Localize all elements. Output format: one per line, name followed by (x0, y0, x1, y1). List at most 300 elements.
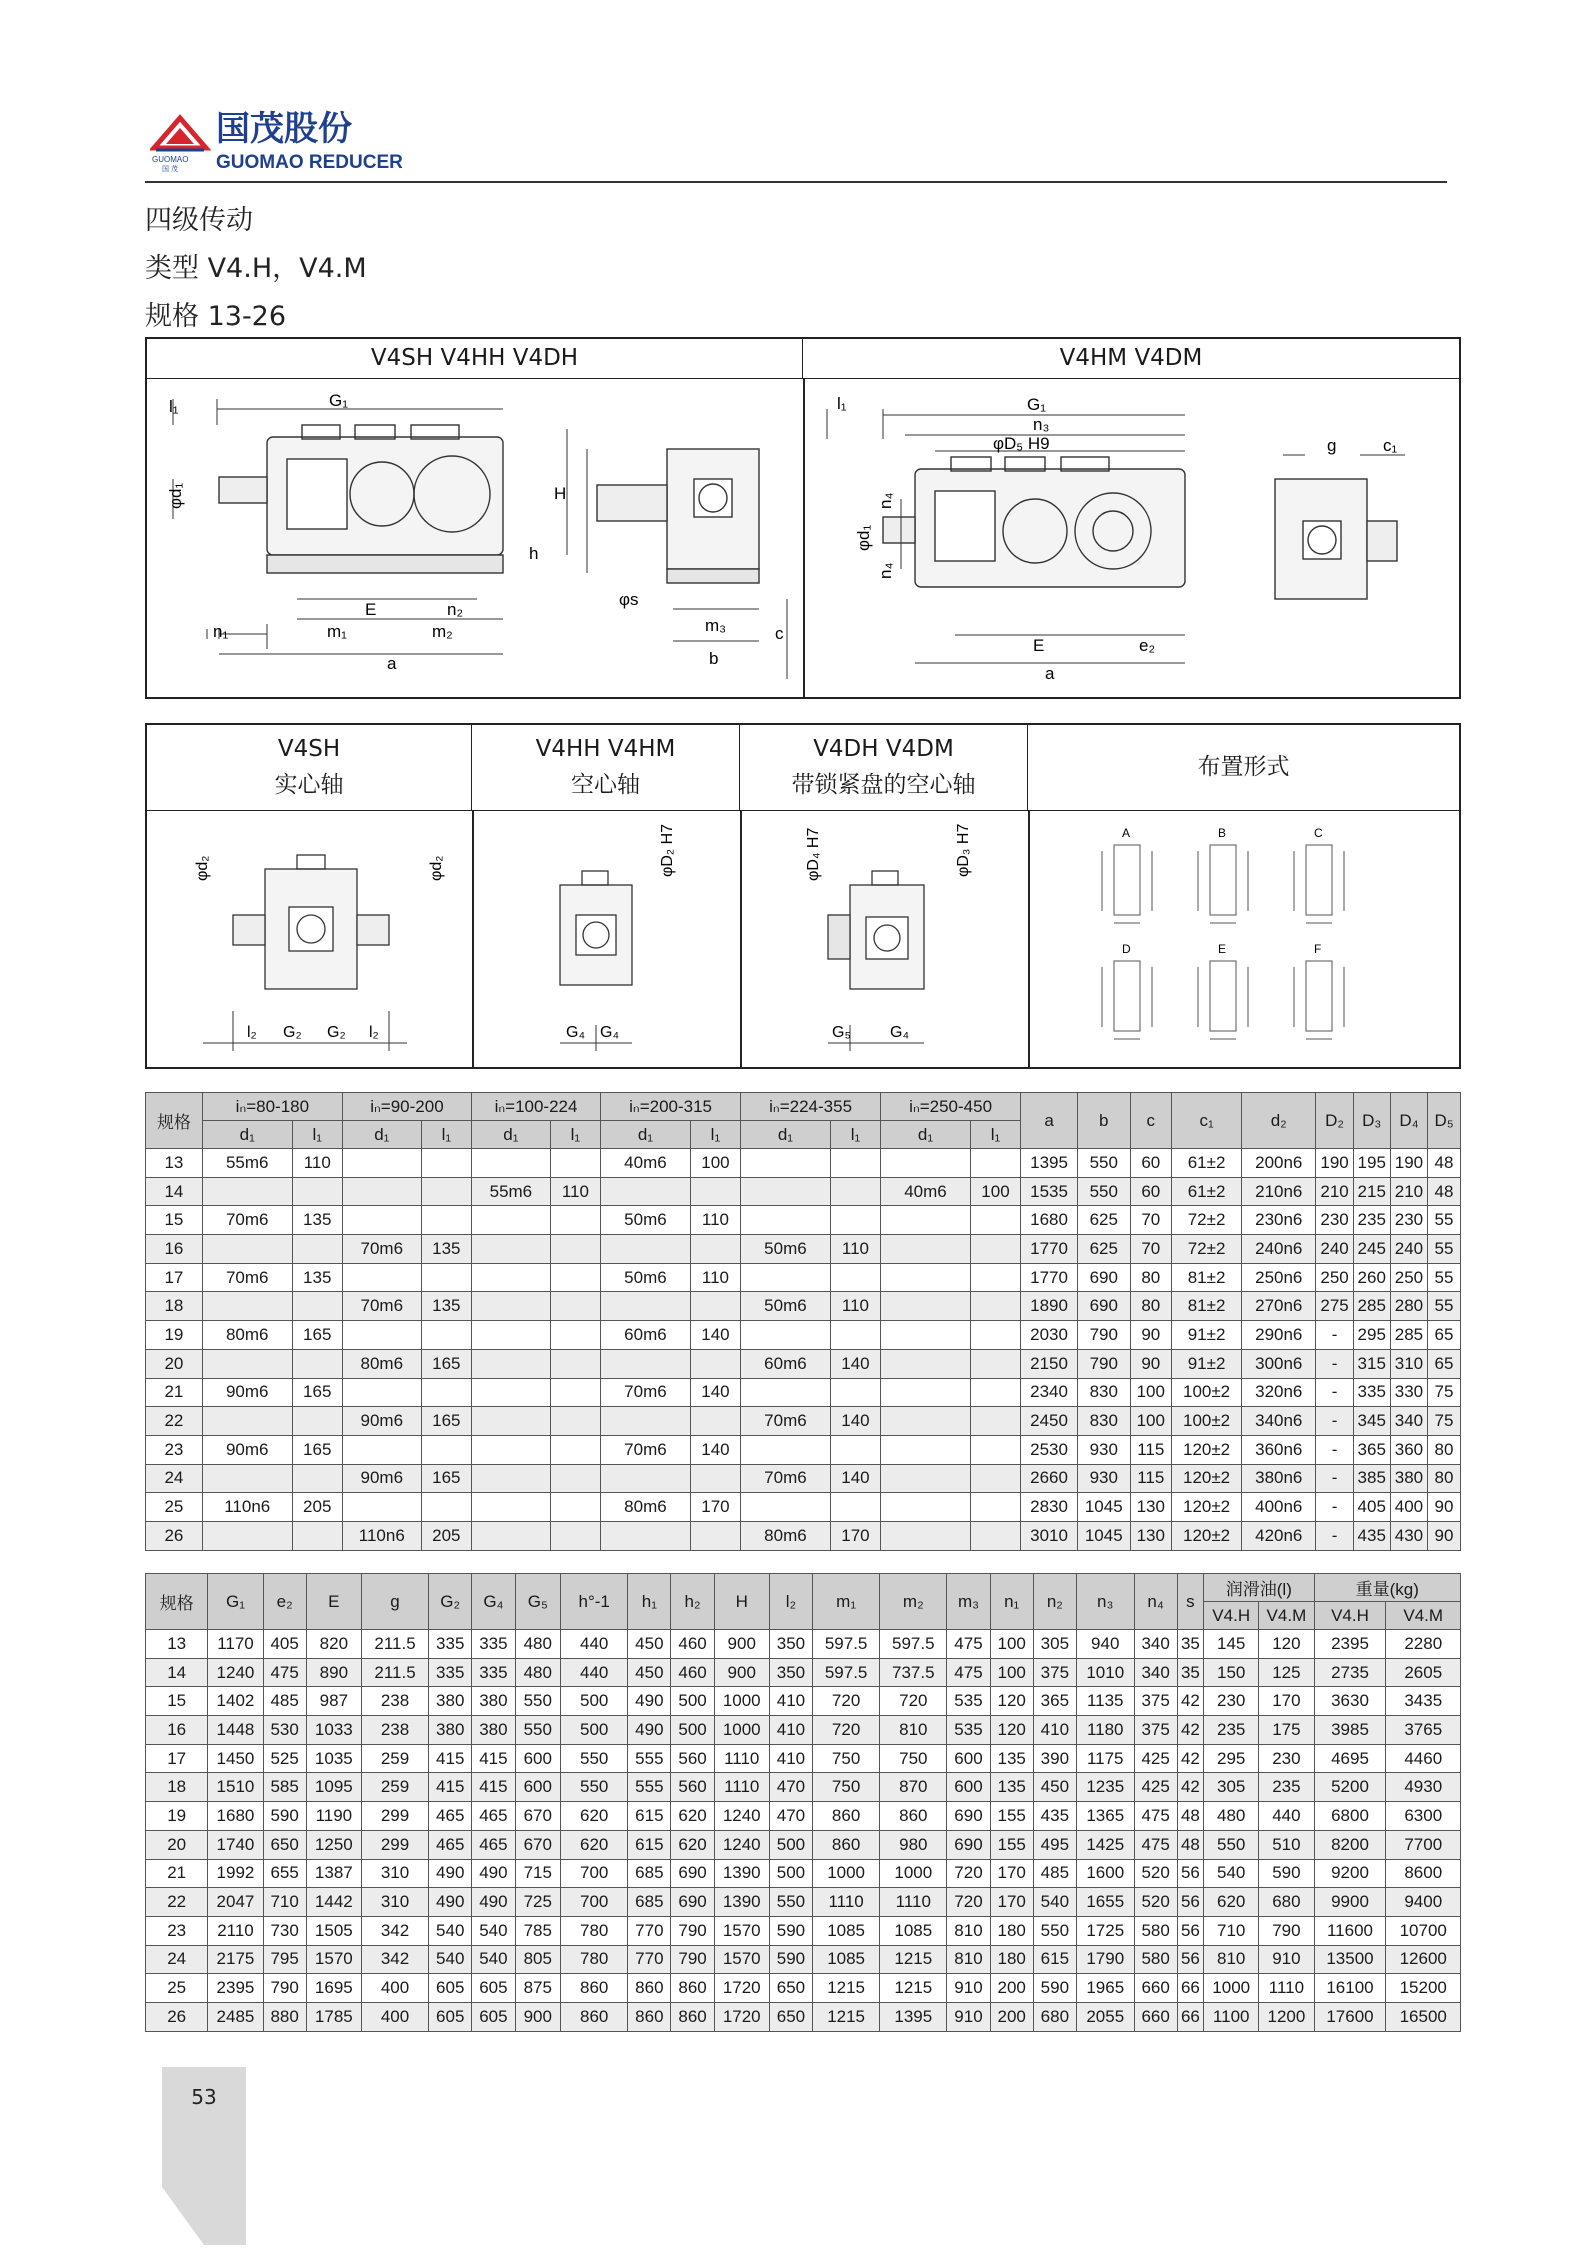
table-cell: 335 (429, 1630, 472, 1659)
table-cell: 1110 (813, 1888, 880, 1917)
table-cell: 26 (146, 1521, 203, 1550)
table-cell (830, 1435, 880, 1464)
table-cell: 70m6 (601, 1378, 691, 1407)
table-cell: 140 (690, 1435, 740, 1464)
left-panel-title: V4SH V4HH V4DH (147, 339, 803, 379)
table-cell: 435 (1353, 1521, 1390, 1550)
title-size: 规格 13-26 (145, 301, 287, 332)
table-cell: 1395 (880, 2002, 947, 2031)
table-cell: 720 (947, 1888, 990, 1917)
table-cell: 490 (628, 1687, 671, 1716)
table-cell: 410 (1033, 1716, 1076, 1745)
table2-col-header: h°-1 (561, 1574, 628, 1630)
table-cell (550, 1292, 600, 1321)
table-row (146, 1493, 1461, 1522)
table-row (146, 1292, 1461, 1321)
table-cell: 55m6 (472, 1177, 551, 1206)
table-cell (421, 1378, 471, 1407)
brand-name-en: GUOMAO REDUCER (216, 152, 403, 173)
table-row (146, 1464, 1461, 1493)
table-cell: 460 (671, 1630, 714, 1659)
table-cell: 365 (1353, 1435, 1390, 1464)
table-cell: 56 (1177, 1859, 1203, 1888)
table-cell: 550 (1078, 1149, 1131, 1178)
table2-col-header: m₃ (947, 1574, 990, 1630)
table-cell: 1085 (880, 1916, 947, 1945)
table-cell (472, 1378, 551, 1407)
table-cell: 60 (1130, 1177, 1172, 1206)
table-cell: 75 (1428, 1378, 1461, 1407)
table-cell: 55 (1428, 1263, 1461, 1292)
table-cell: - (1316, 1321, 1353, 1350)
table-cell: 720 (947, 1859, 990, 1888)
dim-e2: e₂ (1139, 636, 1156, 655)
table-cell: 20 (146, 1830, 208, 1859)
table-cell: 13500 (1314, 1945, 1386, 1974)
table-cell: 10700 (1386, 1916, 1461, 1945)
table-cell: 420n6 (1242, 1521, 1316, 1550)
table-cell: 605 (472, 1974, 515, 2003)
table-cell: 600 (947, 1744, 990, 1773)
table-cell: 61±2 (1172, 1177, 1242, 1206)
table-cell: 870 (880, 1773, 947, 1802)
table-cell: 115 (1130, 1435, 1172, 1464)
table-cell: 620 (671, 1830, 714, 1859)
table-cell: 48 (1177, 1830, 1203, 1859)
dim-G1-r: G₁ (1027, 395, 1046, 414)
shaft-col-shrink-subtitle: 带锁紧盘的空心轴 (791, 771, 976, 798)
table-cell: 1110 (1259, 1974, 1314, 2003)
table-cell: 8600 (1386, 1859, 1461, 1888)
table-cell: 470 (769, 1773, 812, 1802)
table-cell (881, 1263, 971, 1292)
table-cell (342, 1149, 421, 1178)
table-row (146, 1859, 1461, 1888)
table-cell: 50m6 (601, 1263, 691, 1292)
table-cell: 860 (628, 2002, 671, 2031)
shrink-disc-drawing (742, 811, 1028, 1067)
table-cell: 380 (429, 1716, 472, 1745)
table-cell: 1045 (1078, 1493, 1131, 1522)
table-cell: 3765 (1386, 1716, 1461, 1745)
table-cell (550, 1378, 600, 1407)
dim-m1: m₁ (327, 622, 347, 641)
table-cell: 245 (1353, 1235, 1390, 1264)
table-cell: 350 (769, 1630, 812, 1659)
brand-logo (150, 104, 430, 174)
table-cell: 2340 (1021, 1378, 1078, 1407)
table2-col-header: H (714, 1574, 769, 1630)
table-cell: 4930 (1386, 1773, 1461, 1802)
table-cell: 680 (1033, 2002, 1076, 2031)
table-cell: 690 (671, 1859, 714, 1888)
table-cell: 300n6 (1242, 1349, 1316, 1378)
table-cell: 540 (1204, 1859, 1259, 1888)
table-cell: 500 (671, 1687, 714, 1716)
table2-col-header: G₅ (515, 1574, 561, 1630)
table-cell (550, 1235, 600, 1264)
table-cell: 260 (1353, 1263, 1390, 1292)
dim-G5: G₅ (832, 1024, 851, 1041)
table-cell: 550 (515, 1716, 561, 1745)
table-cell: 19 (146, 1802, 208, 1831)
table-cell: 490 (429, 1859, 472, 1888)
table-cell (292, 1407, 342, 1436)
table-cell: 195 (1353, 1149, 1390, 1178)
table-cell (690, 1349, 740, 1378)
table1-col-header: c (1130, 1093, 1172, 1149)
table-cell: 1190 (306, 1802, 361, 1831)
table-cell: 655 (263, 1859, 306, 1888)
table-cell: 1110 (880, 1888, 947, 1917)
table-cell: 1448 (208, 1716, 263, 1745)
table-cell (970, 1263, 1020, 1292)
table-cell: 340 (1134, 1658, 1177, 1687)
table-cell: 340 (1390, 1407, 1427, 1436)
table-cell: 615 (628, 1802, 671, 1831)
table-cell: 650 (769, 1974, 812, 2003)
table-cell (550, 1493, 600, 1522)
table-cell (690, 1177, 740, 1206)
table-cell: 238 (361, 1687, 428, 1716)
table-cell: 700 (561, 1888, 628, 1917)
table1-range-header: iₙ=200-315 (601, 1093, 741, 1121)
table-cell: 1505 (306, 1916, 361, 1945)
table-cell (472, 1407, 551, 1436)
table-cell: 390 (1033, 1744, 1076, 1773)
table-row (146, 1263, 1461, 1292)
table-cell: 380 (429, 1687, 472, 1716)
table-cell: 1085 (813, 1945, 880, 1974)
table-cell: 16 (146, 1716, 208, 1745)
table-cell (292, 1235, 342, 1264)
table-cell (970, 1292, 1020, 1321)
table-cell (202, 1464, 292, 1493)
table2-col-header: G₂ (429, 1574, 472, 1630)
table-cell: 660 (1134, 2002, 1177, 2031)
table-cell (550, 1206, 600, 1235)
table-cell: - (1316, 1493, 1353, 1522)
table-cell: 720 (813, 1716, 880, 1745)
table-cell: 211.5 (361, 1658, 428, 1687)
table-cell: 155 (990, 1802, 1033, 1831)
table-cell: - (1316, 1407, 1353, 1436)
table-cell: 525 (263, 1744, 306, 1773)
table-cell: 480 (1204, 1802, 1259, 1831)
table-cell: 24 (146, 1945, 208, 1974)
table-cell: 620 (561, 1802, 628, 1831)
table-cell: 55 (1428, 1292, 1461, 1321)
table-cell: 1215 (813, 2002, 880, 2031)
table-cell (741, 1435, 831, 1464)
table-cell: 930 (1078, 1464, 1131, 1493)
table-cell: 315 (1353, 1349, 1390, 1378)
table-cell: 560 (671, 1744, 714, 1773)
table1-sub-header: d₁ (202, 1121, 292, 1149)
dim-D2: φD₂ H7 (659, 823, 676, 877)
table-cell: 13 (146, 1630, 208, 1659)
table-cell: 600 (515, 1744, 561, 1773)
table-cell: 410 (769, 1716, 812, 1745)
table2-col-header: G₄ (472, 1574, 515, 1630)
dim-G4-left: G₄ (566, 1024, 585, 1041)
table-cell: 410 (769, 1744, 812, 1773)
table-cell: 165 (292, 1435, 342, 1464)
table-cell: 24 (146, 1464, 203, 1493)
arrangement-label-a: A (1122, 826, 1131, 840)
table-cell: 6300 (1386, 1802, 1461, 1831)
table-cell: 180 (990, 1945, 1033, 1974)
table-cell: 26 (146, 2002, 208, 2031)
table-cell: 115 (1130, 1464, 1172, 1493)
table-cell (292, 1521, 342, 1550)
table-cell: 450 (628, 1658, 671, 1687)
table-cell: 14 (146, 1177, 203, 1206)
table-cell: 810 (880, 1716, 947, 1745)
table-cell: 1095 (306, 1773, 361, 1802)
table-cell: 480 (515, 1658, 561, 1687)
dim-G1: G₁ (329, 391, 348, 410)
table-cell: 625 (1078, 1206, 1131, 1235)
table-cell: 175 (1259, 1716, 1314, 1745)
table-cell: 40m6 (881, 1177, 971, 1206)
table-cell: 211.5 (361, 1630, 428, 1659)
table-cell: 9900 (1314, 1888, 1386, 1917)
table-cell (202, 1235, 292, 1264)
table-cell: 320n6 (1242, 1378, 1316, 1407)
table-cell: 520 (1134, 1888, 1177, 1917)
table1-sub-header: l₁ (550, 1121, 600, 1149)
spec-table-shaft (145, 1092, 1461, 1551)
table-cell: 170 (1259, 1687, 1314, 1716)
table-cell: 200 (990, 2002, 1033, 2031)
table-cell: 1100 (1204, 2002, 1259, 2031)
table-cell: 1510 (208, 1773, 263, 1802)
table-cell: 475 (947, 1630, 990, 1659)
table-cell: 56 (1177, 1888, 1203, 1917)
table-cell: 385 (1353, 1464, 1390, 1493)
table-cell: 305 (1204, 1773, 1259, 1802)
table-cell: 737.5 (880, 1658, 947, 1687)
dim-b: b (709, 649, 719, 668)
table-cell: 135 (292, 1206, 342, 1235)
table-cell: 91±2 (1172, 1321, 1242, 1350)
table-cell: 1390 (714, 1859, 769, 1888)
table-cell: 1240 (714, 1802, 769, 1831)
table-cell: 597.5 (813, 1658, 880, 1687)
dim-g: g (1327, 436, 1337, 455)
table-cell: 310 (361, 1888, 428, 1917)
table-cell: 40m6 (601, 1149, 691, 1178)
table1-range-header: iₙ=250-450 (881, 1093, 1021, 1121)
table-cell: 620 (671, 1802, 714, 1831)
table-cell: 830 (1078, 1407, 1131, 1436)
table-cell: 550 (561, 1773, 628, 1802)
table-cell (690, 1235, 740, 1264)
table-cell (830, 1263, 880, 1292)
table-cell: 900 (515, 2002, 561, 2031)
table-cell: 700 (561, 1859, 628, 1888)
table-cell: 90m6 (342, 1407, 421, 1436)
table-cell: 1992 (208, 1859, 263, 1888)
table-cell (421, 1263, 471, 1292)
table-cell: 485 (263, 1687, 306, 1716)
table-cell: 230 (1204, 1687, 1259, 1716)
right-panel-title: V4HM V4DM (803, 339, 1459, 379)
table-cell: 490 (472, 1888, 515, 1917)
table-cell (970, 1493, 1020, 1522)
table-cell: 4460 (1386, 1744, 1461, 1773)
page-number: 53 (191, 2085, 217, 2109)
table-cell (472, 1321, 551, 1350)
table-cell: 81±2 (1172, 1263, 1242, 1292)
table-cell (292, 1292, 342, 1321)
table-cell (881, 1521, 971, 1550)
table-cell: 190 (1316, 1149, 1353, 1178)
table-cell: 605 (429, 2002, 472, 2031)
table-cell: 70 (1130, 1206, 1172, 1235)
arrangement-label-c: C (1314, 826, 1323, 840)
table2-col-header: h₁ (628, 1574, 671, 1630)
table-cell: 35 (1177, 1658, 1203, 1687)
table-cell: 230n6 (1242, 1206, 1316, 1235)
table-cell (601, 1407, 691, 1436)
table-cell: 1570 (714, 1916, 769, 1945)
table-cell: 210n6 (1242, 1177, 1316, 1206)
table-cell: 70m6 (741, 1464, 831, 1493)
table-cell: 80 (1428, 1464, 1461, 1493)
table-cell: 1200 (1259, 2002, 1314, 2031)
dim-a: a (387, 654, 397, 673)
table-cell: 625 (1078, 1235, 1131, 1264)
table-cell: 780 (561, 1945, 628, 1974)
table-cell: 1770 (1021, 1235, 1078, 1264)
table-cell (342, 1435, 421, 1464)
table-cell: 310 (361, 1859, 428, 1888)
table-cell: 335 (472, 1658, 515, 1687)
table-cell (881, 1493, 971, 1522)
table1-range-header: iₙ=224-355 (741, 1093, 881, 1121)
table-cell: 130 (1130, 1521, 1172, 1550)
dim-H: H (554, 484, 567, 503)
table-cell (970, 1521, 1020, 1550)
table-cell: 860 (561, 2002, 628, 2031)
table-cell (970, 1206, 1020, 1235)
table-row (146, 1630, 1461, 1659)
table-cell (830, 1177, 880, 1206)
table1-size-header: 规格 (146, 1093, 203, 1149)
table-cell: 2150 (1021, 1349, 1078, 1378)
table-cell: 22 (146, 1407, 203, 1436)
table-cell: 1000 (714, 1716, 769, 1745)
brand-mark-cn: 国 茂 (162, 166, 178, 173)
table-cell (970, 1321, 1020, 1350)
table-cell: 1390 (714, 1888, 769, 1917)
table-cell: 305 (1033, 1630, 1076, 1659)
dim-G4-shrink: G₄ (890, 1024, 909, 1041)
table-cell (421, 1435, 471, 1464)
table-cell: 3010 (1021, 1521, 1078, 1550)
table-cell: 140 (690, 1321, 740, 1350)
table-cell: 1720 (714, 1974, 769, 2003)
table-cell: - (1316, 1464, 1353, 1493)
table2-col-header: s (1177, 1574, 1203, 1630)
table-cell: 2450 (1021, 1407, 1078, 1436)
table-cell: 1240 (208, 1658, 263, 1687)
table-cell: 1033 (306, 1716, 361, 1745)
table-cell: 1045 (1078, 1521, 1131, 1550)
table-cell (881, 1321, 971, 1350)
table-cell (741, 1321, 831, 1350)
table-cell: 440 (1259, 1802, 1314, 1831)
table-cell: 165 (421, 1407, 471, 1436)
table-cell (202, 1292, 292, 1321)
table-cell: 540 (472, 1945, 515, 1974)
table-cell (881, 1407, 971, 1436)
table-cell: 25 (146, 1974, 208, 2003)
brand-mark-en: GUOMAO (152, 155, 189, 164)
table-cell: 25 (146, 1493, 203, 1522)
table-cell: 345 (1353, 1407, 1390, 1436)
table-cell: 685 (628, 1888, 671, 1917)
table-cell: 1365 (1076, 1802, 1134, 1831)
table-cell: 1570 (714, 1945, 769, 1974)
table-cell (830, 1149, 880, 1178)
table-cell: 9400 (1386, 1888, 1461, 1917)
table-cell (472, 1464, 551, 1493)
table-cell: 710 (1204, 1916, 1259, 1945)
table-cell: 405 (1353, 1493, 1390, 1522)
table-cell: 2175 (208, 1945, 263, 1974)
table-cell: 980 (880, 1830, 947, 1859)
table-cell (202, 1177, 292, 1206)
shaft-panel (145, 723, 1461, 1069)
table-cell: 340 (1134, 1630, 1177, 1659)
table-cell: 410 (769, 1687, 812, 1716)
table-cell: 580 (1134, 1916, 1177, 1945)
table-cell: 17 (146, 1263, 203, 1292)
table-cell: 1175 (1076, 1744, 1134, 1773)
table-cell (601, 1235, 691, 1264)
table-row (146, 1916, 1461, 1945)
table-cell: 165 (421, 1464, 471, 1493)
table-cell (550, 1464, 600, 1493)
table2-col-header: m₂ (880, 1574, 947, 1630)
table-cell: 100 (1130, 1407, 1172, 1436)
table2-col-header: n₂ (1033, 1574, 1076, 1630)
table-cell: 50m6 (741, 1292, 831, 1321)
table-cell: 830 (1078, 1378, 1131, 1407)
table-cell: 80 (1130, 1292, 1172, 1321)
table-cell: 65 (1428, 1321, 1461, 1350)
table-cell: 350 (769, 1658, 812, 1687)
table-cell: 880 (263, 2002, 306, 2031)
table-cell: 910 (947, 1974, 990, 2003)
dim-n2: n₂ (447, 600, 464, 619)
table-cell: 425 (1134, 1773, 1177, 1802)
table1-range-header: iₙ=80-180 (202, 1093, 342, 1121)
table-cell: 485 (1033, 1859, 1076, 1888)
table-cell: 210 (1390, 1177, 1427, 1206)
table-cell: 1215 (880, 1974, 947, 2003)
table-cell: 205 (292, 1493, 342, 1522)
table-cell: 42 (1177, 1773, 1203, 1802)
table-cell: 80 (1428, 1435, 1461, 1464)
dim-h: h (529, 544, 539, 563)
table-cell: - (1316, 1349, 1353, 1378)
table2-col-header: G₁ (208, 1574, 263, 1630)
table-cell: 66 (1177, 2002, 1203, 2031)
